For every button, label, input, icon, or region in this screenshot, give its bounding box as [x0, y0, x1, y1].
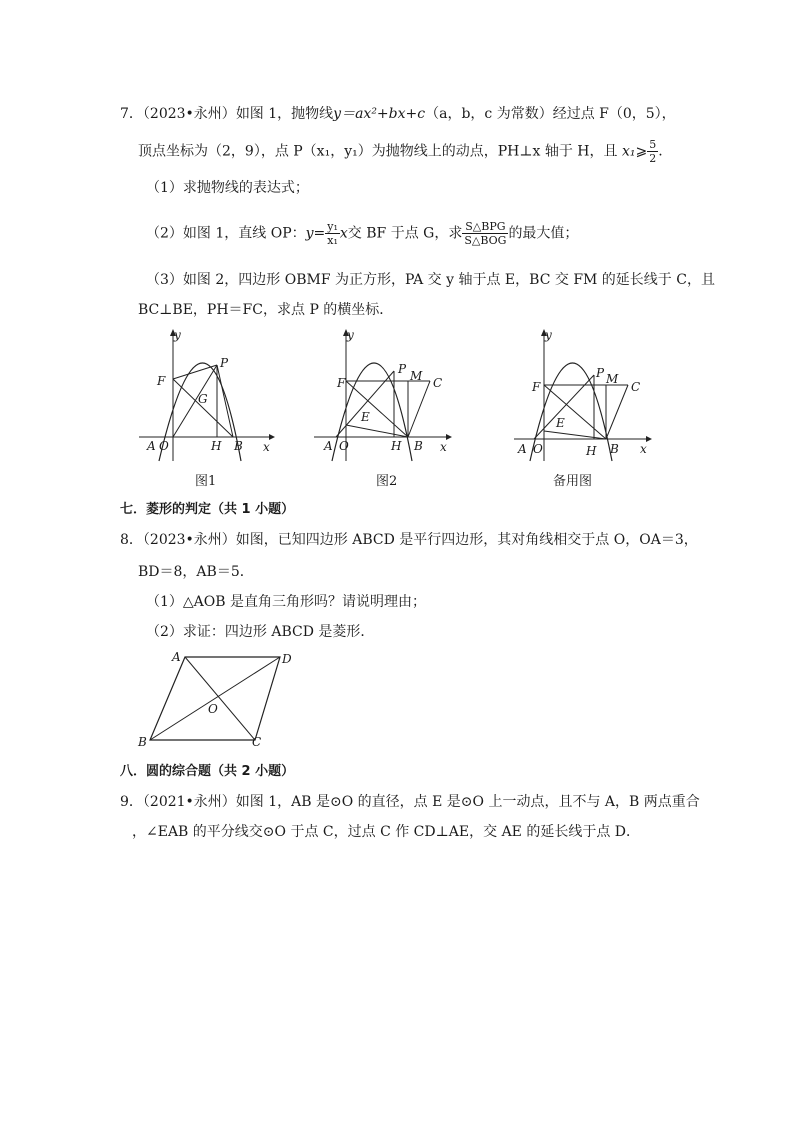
- label-b: B: [234, 439, 243, 453]
- q7-text: 交 BF 于点 G，求: [347, 225, 463, 242]
- figure-3-caption: 备用图: [553, 474, 593, 489]
- figure-2-caption: 图2: [376, 474, 398, 489]
- label-d: D: [282, 652, 292, 666]
- label-f: F: [157, 374, 166, 388]
- x-axis-arrow: [446, 434, 452, 440]
- label-p: P: [220, 356, 229, 370]
- fraction-denominator: S△BOG: [464, 234, 507, 247]
- q7-text: （2）如图 1，直线 OP：: [146, 225, 306, 242]
- segment-pb: [217, 365, 233, 437]
- label-x: x: [263, 440, 270, 454]
- label-f: F: [337, 376, 346, 390]
- q9-line2: ，∠EAB 的平分线交⊙O 于点 C，过点 C 作 CD⊥AE，交 AE 的延长线于点 D．: [132, 824, 641, 840]
- segment-eb: [346, 425, 408, 437]
- q7-text: 的最大值；: [508, 225, 579, 242]
- label-b: B: [138, 735, 147, 749]
- label-c: C: [433, 376, 443, 390]
- q8-text: （2023•永州）如图，已知四边形 ABCD 是平行四边形，其对角线相交于点 O，OA＝3，: [142, 532, 698, 548]
- q7-y-eq: y=: [305, 225, 326, 242]
- fraction-denominator: 2: [649, 152, 657, 165]
- label-f: F: [532, 380, 541, 394]
- q7-ge-sign: ⩾: [635, 143, 648, 160]
- segment-eb: [544, 431, 606, 439]
- q7-text: （a，b，c 为常数）经过点 F（0，5），: [425, 106, 676, 122]
- segment-fb: [346, 381, 408, 437]
- diagonal-ac: [185, 657, 255, 740]
- label-o: O: [159, 439, 169, 453]
- label-e: E: [556, 416, 565, 430]
- fraction-numerator: y₁: [327, 220, 338, 233]
- q8-part2: （2）求证：四边形 ABCD 是菱形．: [146, 624, 375, 640]
- fraction-numerator: S△BPG: [462, 220, 508, 234]
- segment-cb: [606, 385, 628, 439]
- label-a: A: [147, 439, 156, 453]
- q7-fraction: [647, 138, 658, 165]
- label-o: O: [339, 439, 349, 453]
- q7-area-ratio: [462, 220, 508, 247]
- q7-parabola-equation: y＝ax²+bx+c: [333, 106, 426, 122]
- label-x: x: [640, 442, 647, 456]
- label-o: O: [208, 702, 218, 716]
- x-axis-arrow: [646, 436, 652, 442]
- figure-1: [135, 325, 280, 465]
- label-c: C: [631, 380, 641, 394]
- label-h: H: [391, 439, 402, 453]
- figure-3: [510, 325, 660, 465]
- q7-line1: [120, 104, 676, 124]
- fraction-numerator: 5: [649, 138, 657, 151]
- label-a: A: [324, 439, 333, 453]
- label-h: H: [586, 444, 597, 458]
- segment-cb: [408, 381, 430, 437]
- q8-part1: （1）△AOB 是直角三角形吗？请说明理由；: [146, 594, 426, 610]
- q8-line2: BD＝8，AB＝5．: [138, 564, 254, 580]
- q7-part3-line2: BC⊥BE，PH＝FC，求点 P 的横坐标．: [138, 302, 394, 318]
- q7-part3-line1: （3）如图 2，四边形 OBMF 为正方形，PA 交 y 轴于点 E，BC 交 FM 的延长线于 C，且: [146, 272, 715, 288]
- q7-number: 7．: [120, 106, 143, 122]
- label-y: y: [347, 328, 354, 342]
- q7-text: 如图 1，抛物线: [235, 106, 334, 122]
- q9-line1: [120, 792, 700, 812]
- section-heading-8: 八．圆的综合题（共 2 小题）: [120, 764, 295, 779]
- label-e: E: [361, 410, 370, 424]
- label-b: B: [414, 439, 423, 453]
- segment-fb: [544, 385, 606, 439]
- diagonal-bd: [150, 657, 280, 740]
- q9-text: （2021•永州）如图 1，AB 是⊙O 的直径，点 E 是⊙O 上一动点，且不与 A，B 两点重合: [142, 794, 700, 810]
- q7-part1: （1）求抛物线的表达式；: [146, 180, 309, 196]
- q7-line2: [138, 138, 663, 165]
- label-a: A: [172, 650, 181, 664]
- q8-line1: [120, 530, 698, 550]
- label-m: M: [606, 372, 619, 386]
- parallelogram-figure: [130, 645, 305, 750]
- label-y: y: [545, 328, 552, 342]
- label-p: P: [398, 362, 407, 376]
- label-x: x: [440, 440, 447, 454]
- label-h: H: [211, 439, 222, 453]
- fraction-denominator: x₁: [327, 234, 338, 247]
- q7-source: （2023•永州）: [142, 106, 236, 122]
- q7-part2: [146, 220, 578, 247]
- label-y: y: [174, 328, 181, 342]
- q7-period: .: [658, 143, 663, 160]
- label-c: C: [252, 735, 262, 749]
- label-m: M: [410, 369, 423, 383]
- q7-text: 顶点坐标为（2，9），点 P（x₁，y₁）为抛物线上的动点，PH⊥x 轴于 H，且: [138, 143, 618, 160]
- figure-2: [310, 325, 460, 465]
- q8-number: 8．: [120, 532, 143, 548]
- segment-op: [173, 365, 217, 437]
- q7-slope-fraction: [325, 220, 340, 247]
- figure-1-caption: 图1: [195, 474, 217, 489]
- segment-fp: [173, 365, 217, 379]
- q7-x-var: x: [339, 225, 348, 242]
- parabola: [159, 363, 241, 461]
- label-o: O: [533, 442, 543, 456]
- label-a: A: [518, 442, 527, 456]
- q7-x1: x₁: [621, 143, 636, 160]
- label-b: B: [610, 442, 619, 456]
- section-heading-7: 七．菱形的判定（共 1 小题）: [120, 502, 295, 517]
- q9-number: 9．: [120, 794, 143, 810]
- label-p: P: [596, 366, 605, 380]
- x-axis-arrow: [269, 434, 275, 440]
- label-g: G: [198, 392, 208, 406]
